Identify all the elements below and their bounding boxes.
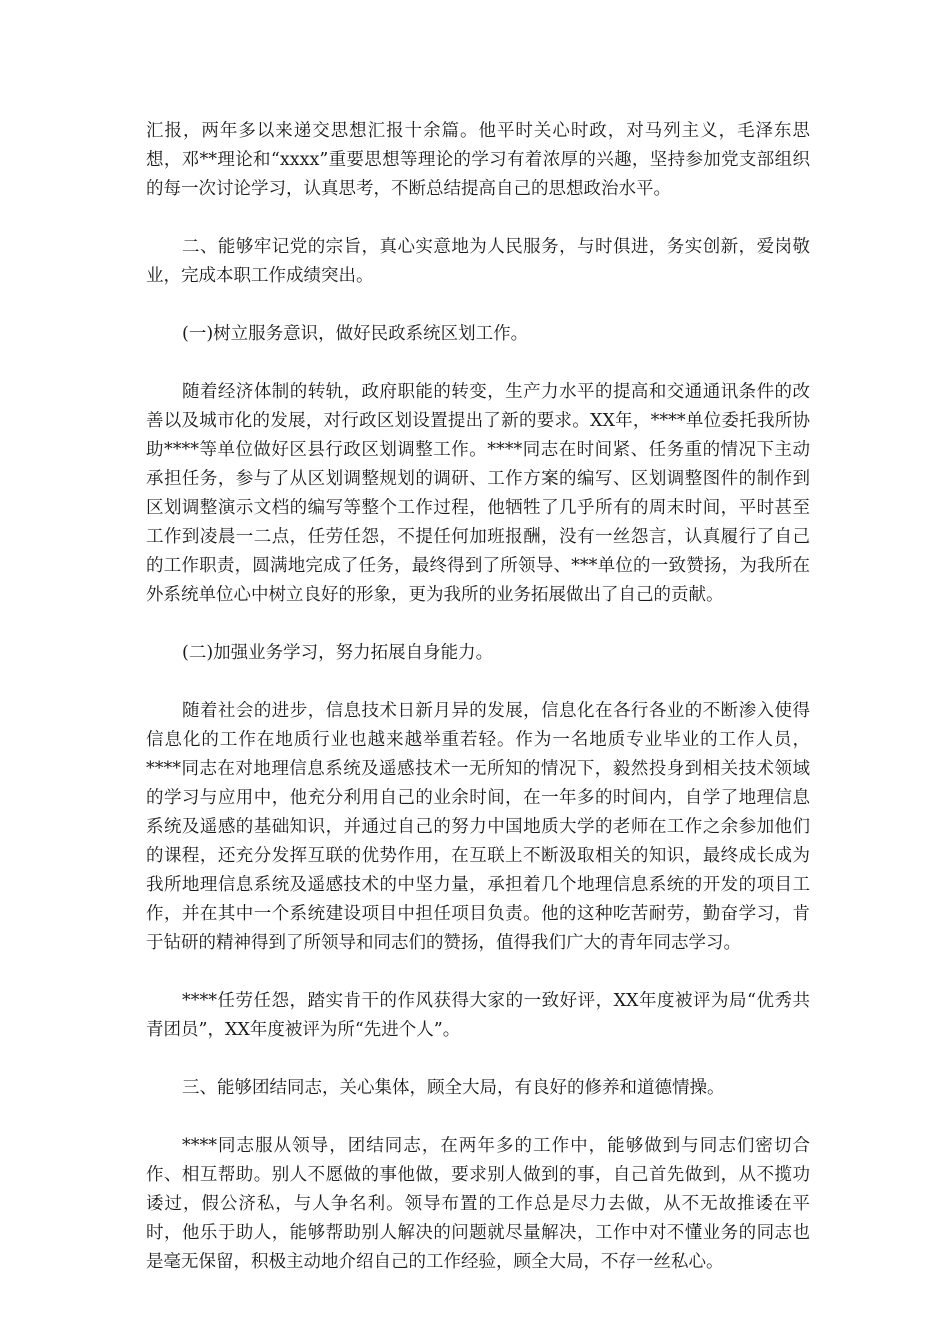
paragraph-study: 随着社会的进步，信息技术日新月异的发展，信息化在各行各业的不断渗入使得信息化的工作在地质行业也越来越举重若轻。作为一名地质专业毕业的工作人员，****同志在对地理信息系统及遥感技术一无所知的情况下，毅然投身到相关技术领域的学习与应用中，他充分利用自己的业余时间，在一年多的时间内，自学了地理信息系统及遥感的基础知识，并通过自己的努力中国地质大学的老师在工作之余参加他们的课程，还充分发挥互联的优势作用，在互联上不断汲取相关的知识，最终成长成为我所地理信息系统及遥感技术的中坚力量，承担着几个地理信息系统的开发的项目工作，并在其中一个系统建设项目中担任项目负责。他的这种吃苦耐劳，勤奋学习，肯于钻研的精神得到了所领导和同志们的赞扬，值得我们广大的青年同志学习。	[146, 701, 810, 953]
paragraph-continuation: 汇报，两年多以来递交思想汇报十余篇。他平时关心时政，对马列主义，毛泽东思想，邓**理论和“xxxx”重要思想等理论的学习有着浓厚的兴趣，坚持参加党支部组织的每一次讨论学习，认真思考，不断总结提高自己的思想政治水平。	[146, 121, 810, 199]
paragraph-division-work: 随着经济体制的转轨，政府职能的转变，生产力水平的提高和交通通讯条件的改善以及城市化的发展，对行政区划设置提出了新的要求。XX年，****单位委托我所协助****等单位做好区县行政区划调整工作。****同志在时间紧、任务重的情况下主动承担任务，参与了从区划调整规划的调研、工作方案的编写、区划调整图件的制作到区划调整演示文档的编写等整个工作过程，他牺牲了几乎所有的周末时间，平时甚至工作到凌晨一二点，任劳任怨，不提任何加班报酬，没有一丝怨言，认真履行了自己的工作职责，圆满地完成了任务，最终得到了所领导、***单位的一致赞扬，为我所在外系统单位心中树立良好的形象，更为我所的业务拓展做出了自己的贡献。	[146, 382, 810, 605]
section-heading-2: 二、能够牢记党的宗旨，真心实意地为人民服务，与时俱进，务实创新，爱岗敬业，完成本职工作成绩突出。	[146, 237, 810, 286]
subsection-heading-1: (一)树立服务意识，做好民政系统区划工作。	[182, 324, 529, 344]
document-body	[146, 117, 810, 1306]
section-heading-3: 三、能够团结同志，关心集体，顾全大局，有良好的修养和道德情操。	[182, 1078, 725, 1098]
paragraph-awards: ****任劳任怨，踏实肯干的作风获得大家的一致好评，XX年度被评为局“优秀共青团员”，XX年度被评为所“先进个人”。	[146, 991, 810, 1040]
paragraph-teamwork: ****同志服从领导，团结同志，在两年多的工作中，能够做到与同志们密切合作、相互帮助。别人不愿做的事他做，要求别人做到的事，自己首先做到，从不揽功诿过，假公济私，与人争名利。领导布置的工作总是尽力去做，从不无故推诿在平时，他乐于助人，能够帮助别人解决的问题就尽量解决，工作中对不懂业务的同志也是毫无保留，积极主动地介绍自己的工作经验，顾全大局，不存一丝私心。	[146, 1136, 810, 1272]
subsection-heading-2: (二)加强业务学习，努力拓展自身能力。	[182, 643, 494, 663]
